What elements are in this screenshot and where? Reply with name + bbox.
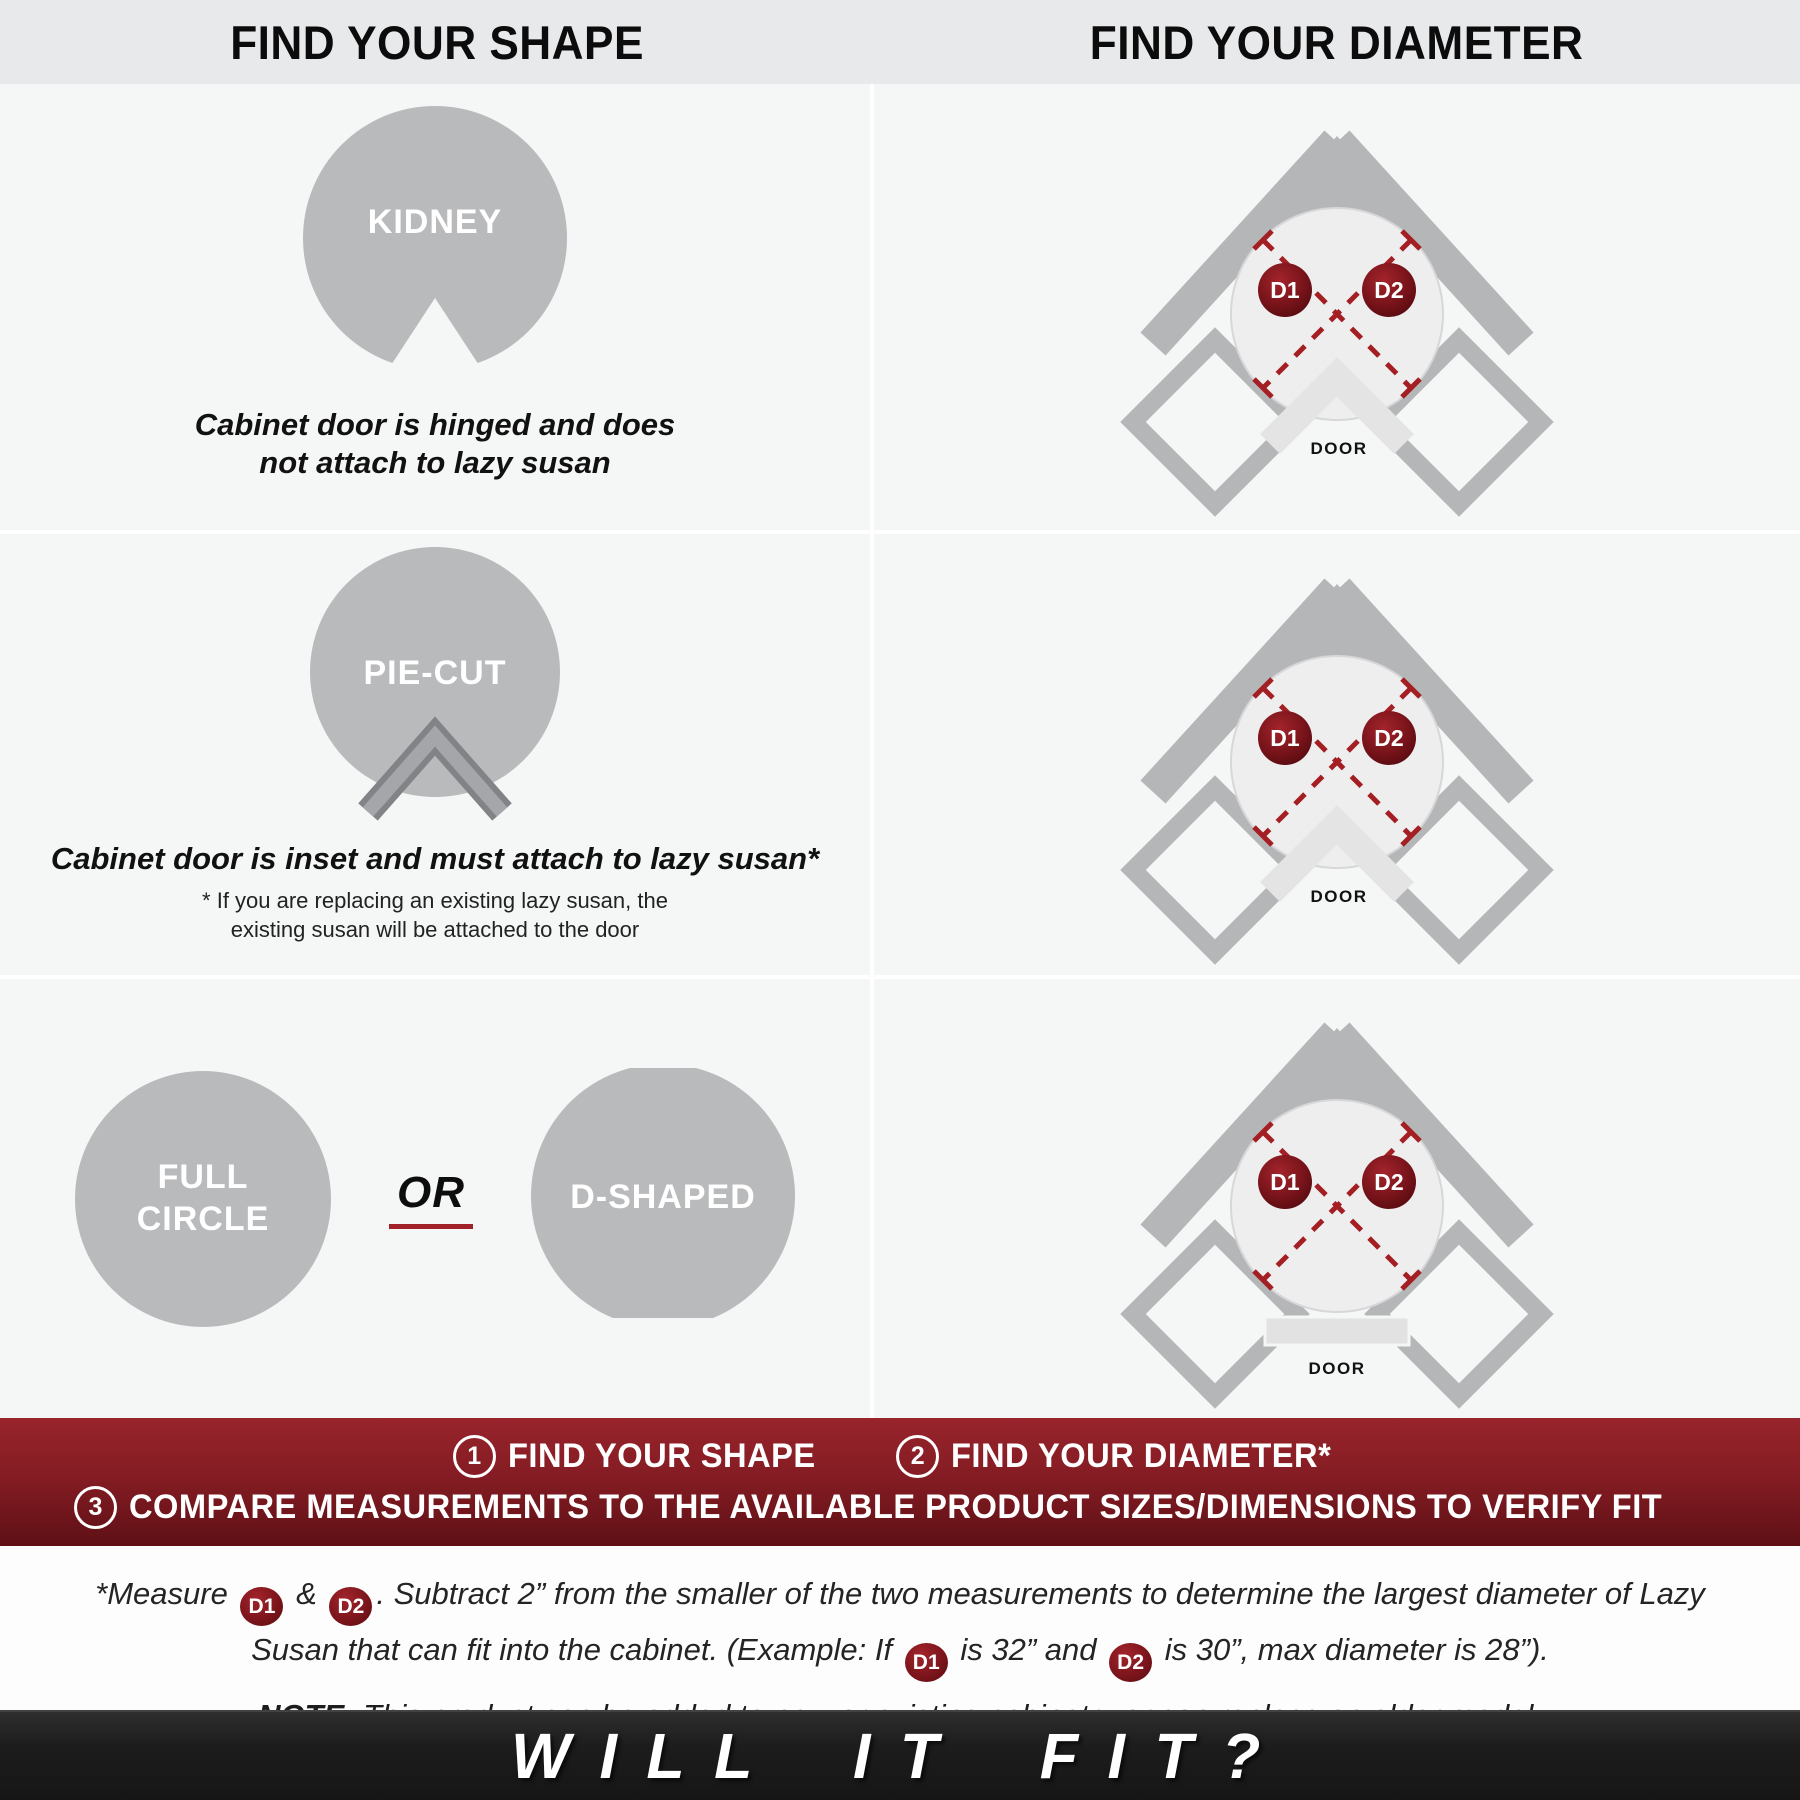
step-1-number-icon: 1: [453, 1435, 496, 1478]
step-1-label: FIND YOUR SHAPE: [507, 1437, 816, 1475]
d-shape: [528, 1068, 798, 1330]
diameter-diagram-circle-cell: [874, 979, 1800, 1418]
kidney-shape: [280, 98, 590, 398]
piecut-note: [202, 886, 668, 944]
d1-badge-label: D1: [1270, 277, 1300, 303]
header-right: [874, 0, 1800, 84]
door-label: DOOR: [1310, 886, 1368, 906]
measure-seg5: is 30”, max diameter is 28”).: [1156, 1632, 1549, 1667]
full-circle-shape: [72, 1068, 334, 1330]
kidney-caption: [195, 406, 676, 482]
pie-cut-shape: [280, 544, 590, 834]
find-your-diameter-title: FIND YOUR DIAMETER: [1090, 15, 1584, 69]
measure-seg1: *Measure: [95, 1576, 237, 1611]
measure-seg3: . Subtract 2” from the smaller of the two measurements to determine the largest diameter of Lazy Susan that can fit into the cabinet. (Example: If: [251, 1576, 1705, 1667]
piecut-note-line1: * If you are replacing an existing lazy susan, the: [202, 888, 668, 913]
cabinet-diagram-piecut: [1107, 540, 1567, 970]
header-left: [0, 0, 874, 84]
full-circle-label-line2: CIRCLE: [136, 1199, 270, 1238]
diameter-diagram-kidney-cell: [874, 84, 1800, 530]
d2-badge-label: D2: [1374, 724, 1404, 751]
d1-badge-label: D1: [1270, 724, 1300, 751]
door-flat: [1265, 1317, 1409, 1345]
kidney-caption-line2: not attach to lazy susan: [259, 445, 611, 480]
d2-badge-label: D2: [1374, 1168, 1404, 1195]
piecut-note-line2: existing susan will be attached to the door: [230, 917, 640, 942]
cabinet-diagram-kidney: [1107, 92, 1567, 522]
kidney-cell: [0, 84, 870, 530]
will-it-fit-title: WILL IT FIT?: [510, 1720, 1290, 1792]
step-3: [74, 1486, 1726, 1529]
d1-inline-badge-2: D1: [905, 1643, 948, 1682]
measure-seg4: is 32” and: [951, 1632, 1106, 1667]
d1-badge-label: D1: [1270, 1168, 1300, 1195]
d1-inline-badge: D1: [240, 1587, 283, 1626]
step-3-number-icon: 3: [74, 1486, 117, 1529]
piecut-caption: Cabinet door is inset and must attach to lazy susan*: [50, 841, 820, 876]
kidney-shape-label: KIDNEY: [367, 203, 503, 241]
d2-inline-badge-2: D2: [1109, 1643, 1152, 1682]
or-label: OR: [397, 1168, 465, 1217]
steps-line-2: [74, 1486, 1726, 1529]
step-1: [453, 1435, 828, 1478]
piecut-cell: [0, 534, 870, 975]
d-shape-label: D-SHAPED: [570, 1177, 756, 1216]
footer-banner: [0, 1710, 1800, 1800]
or-underline: [389, 1224, 473, 1229]
measure-text: [50, 1570, 1750, 1682]
measure-seg2: &: [287, 1576, 326, 1611]
cabinet-diagram-circle: [1107, 984, 1567, 1414]
circle-or-dshaped-cell: [0, 979, 870, 1418]
steps-banner: [0, 1418, 1800, 1546]
steps-line-1: [453, 1435, 1348, 1478]
door-label: DOOR: [1310, 439, 1368, 458]
diameter-diagram-piecut-cell: [874, 534, 1800, 975]
kidney-caption-line1: Cabinet door is hinged and does: [194, 407, 676, 442]
step-2-number-icon: 2: [896, 1435, 939, 1478]
or-separator: [389, 1168, 473, 1229]
d2-inline-badge: D2: [329, 1587, 372, 1626]
measure-section: [0, 1546, 1800, 1734]
door-label: DOOR: [1308, 1358, 1366, 1378]
pie-cut-shape-label: PIE-CUT: [363, 654, 507, 692]
d2-badge-label: D2: [1374, 277, 1404, 303]
content-grid: [0, 84, 1800, 1418]
step-2: [896, 1435, 1347, 1478]
step-3-label: COMPARE MEASUREMENTS TO THE AVAILABLE PRODUCT SIZES/DIMENSIONS TO VERIFY FIT: [128, 1488, 1663, 1526]
header-band: [0, 0, 1800, 84]
step-2-label: FIND YOUR DIAMETER*: [951, 1437, 1332, 1475]
full-circle-label-line1: FULL: [157, 1157, 249, 1196]
find-your-shape-title: FIND YOUR SHAPE: [230, 15, 644, 69]
